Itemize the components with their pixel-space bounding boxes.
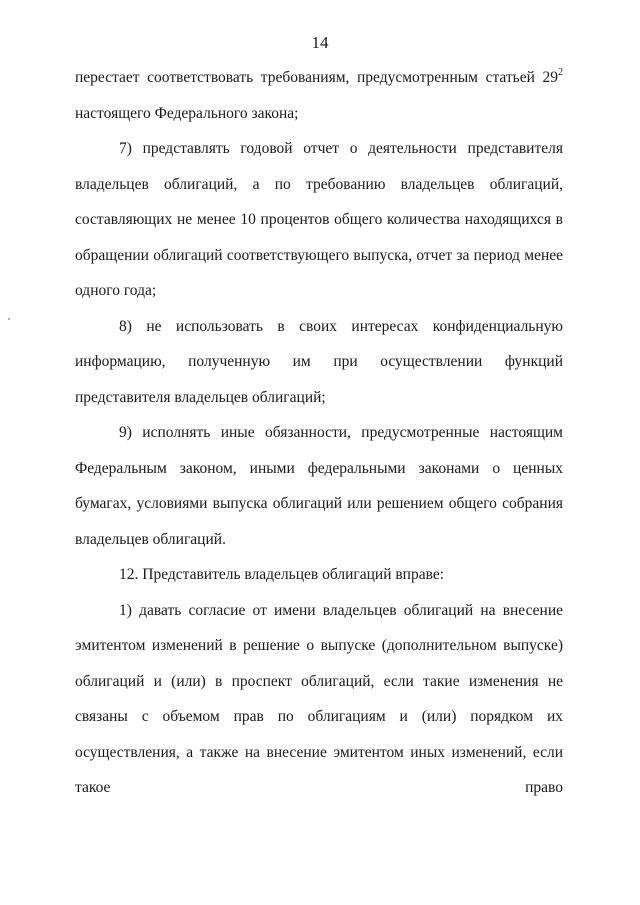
- paragraph-item-7: 7) представлять годовой отчет о деятельности представителя владельцев облигаций, а по требованию владельцев облигаций, составляющих не менее 10 процентов общего количества находящихся в обращении облигаций соответствующего выпуска, отчет за период менее одного года;: [75, 140, 563, 299]
- paragraph-continuation: [75, 60, 563, 131]
- paragraph-item-1: 1) давать согласие от имени владельцев облигаций на внесение эмитентом изменений в решение о выпуске (дополнительном выпуске) облигаций и (или) в проспект облигаций, если такие изменения не связаны с объемом прав по облигациям и (или) порядком их осуществления, а также на внесение эмитентом иных изменений, если такое право: [75, 601, 563, 796]
- paragraph-item-9: 9) исполнять иные обязанности, предусмотренные настоящим Федеральным законом, иными федеральными законами о ценных бумагах, условиями выпуска облигаций или решением общего собрания владельцев облигаций.: [75, 424, 563, 548]
- page-number: 14: [311, 33, 329, 52]
- paragraph-text-after: настоящего Федерального закона;: [75, 104, 299, 122]
- paragraph-text: перестает соответствовать требованиям, предусмотренным статьей 29: [75, 69, 558, 86]
- document-body: [75, 60, 563, 806]
- margin-mark: [8, 318, 10, 320]
- superscript: 2: [558, 67, 563, 78]
- paragraph-section-12: 12. Представитель владельцев облигаций вправе:: [119, 566, 445, 583]
- paragraph-item-8: 8) не использовать в своих интересах конфиденциальную информацию, полученную им при осуществлении функций представителя владельцев облигаций;: [75, 317, 563, 406]
